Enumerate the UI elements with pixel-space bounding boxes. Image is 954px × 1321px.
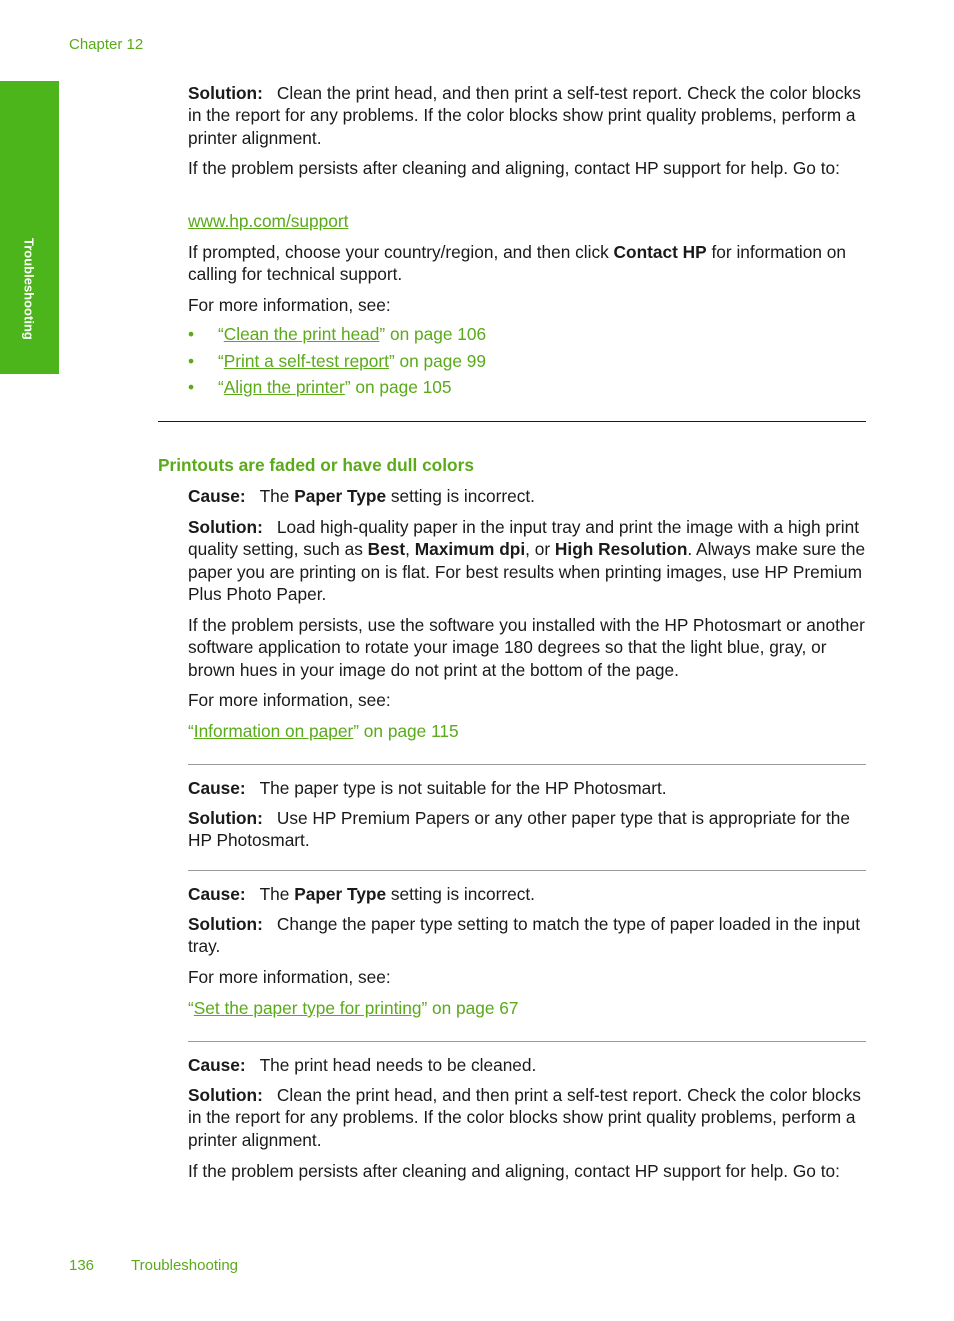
block-divider [188,764,866,765]
quote-open: “ [188,998,194,1018]
information-on-paper-link[interactable]: Information on paper [193,721,354,741]
solution-label: Solution: [188,808,263,828]
block3-link-row [188,997,868,1019]
block2-solution [188,807,868,852]
persists-text: If the problem persists after cleaning and aligning, contact HP support for help. Go to: [188,1161,840,1181]
cause-label: Cause: [188,884,246,904]
quote-open: “ [218,324,224,344]
link-page-ref: ” on page 115 [353,721,459,741]
cause-label: Cause: [188,778,246,798]
sep: , or [525,539,555,560]
more-info-text: For more information, see: [188,967,391,987]
cause-text: The paper type is not suitable for the HP Photosmart. [259,778,667,798]
prompted-paragraph [188,241,868,286]
persists-paragraph [188,157,868,179]
solution-c: . Always make sure the paper you are printing on is flat. For best results when printing images, use HP Premium Plus Photo Paper. [188,539,866,604]
cause-pre: The [259,486,295,506]
cause-text: The print head needs to be cleaned. [259,1055,537,1075]
solution-label: Solution: [188,517,263,537]
link-page-ref: ” on page 106 [379,324,487,344]
bullet-3: • [188,377,195,397]
solution-text: Use HP Premium Papers or any other paper type that is appropriate for the HP Photosmart. [188,808,851,851]
prompted-pre: If prompted, choose your country/region, and then click [188,242,614,262]
bullet-1: • [188,324,195,344]
best-bold: Best [367,539,406,560]
clean-print-head-link[interactable]: Clean the print head [223,324,380,344]
link-page-ref: ” on page 105 [344,377,452,397]
persists-text: If the problem persists after cleaning and aligning, contact HP support for help. Go to: [188,158,840,178]
link-page-ref: ” on page 99 [388,351,487,371]
quote-open: “ [218,377,224,397]
section-divider [158,421,866,422]
sep: , [405,539,415,560]
block3-cause [188,883,868,905]
block4-cause [188,1054,868,1076]
solution-label: Solution: [188,914,263,934]
solution-text: Clean the print head, and then print a self-test report. Check the color blocks in the report for any problems. If the color blocks show print quality problems, perform a printer alignment. [188,83,861,148]
block4-solution [188,1084,868,1151]
top-solution [188,82,868,149]
quote-open: “ [188,721,194,741]
bullet-2: • [188,351,195,371]
more-info-text: For more information, see: [188,690,391,710]
persists-text: If the problem persists, use the software you installed with the HP Photosmart or another software application to rotate your image 180 degrees so that the light blue, gray, or brown hues in your image do not print at the bottom of the page. [188,615,865,680]
cause-pre: The [259,884,295,904]
side-tab-label: Troubleshooting [21,238,37,340]
block3-solution [188,913,868,958]
solution-label: Solution: [188,83,263,103]
set-paper-type-link[interactable]: Set the paper type for printing [193,998,422,1018]
align-printer-link[interactable]: Align the printer [223,377,345,397]
quote-open: “ [218,351,224,371]
cause-post: setting is incorrect. [386,486,535,506]
footer-section: Troubleshooting [131,1257,239,1274]
contact-hp-bold: Contact HP [613,242,707,262]
solution-a: Load high-quality paper in the input tray and print the image with a high print quality setting, such as [188,517,860,560]
cause-post: setting is incorrect. [386,884,535,904]
block1-link-row [188,720,868,742]
block2-cause [188,777,868,799]
prompted-post: for information on calling for technical support. [188,242,846,285]
block1-persists [188,614,868,681]
block3-more-info [188,966,868,988]
link-item-3 [218,377,451,398]
solution-text: Clean the print head, and then print a self-test report. Check the color blocks in the report for any problems. If the color blocks show print quality problems, perform a printer alignment. [188,1085,861,1150]
paper-type-bold: Paper Type [294,486,387,506]
link-item-2 [218,351,486,372]
more-info-top [188,294,868,316]
self-test-report-link[interactable]: Print a self-test report [223,351,389,371]
support-link[interactable]: www.hp.com/support [188,211,349,231]
cause-label: Cause: [188,486,246,506]
solution-text: Change the paper type setting to match the type of paper loaded in the input tray. [188,914,861,957]
cause-label: Cause: [188,1055,246,1075]
block-divider [188,870,866,871]
block1-cause [188,485,868,507]
page-number: 136 [69,1257,95,1274]
block1-solution [188,516,868,605]
block4-persists [188,1160,868,1182]
block-divider [188,1041,866,1042]
max-dpi-bold: Maximum dpi [414,539,526,560]
more-info-text: For more information, see: [188,295,391,315]
section-heading: Printouts are faded or have dull colors [158,455,474,475]
solution-label: Solution: [188,1085,263,1105]
support-link-row [188,210,868,232]
paper-type-bold: Paper Type [294,884,387,904]
link-item-1 [218,324,486,345]
chapter-label: Chapter 12 [69,36,144,53]
link-page-ref: ” on page 67 [421,998,519,1018]
high-res-bold: High Resolution [554,539,688,560]
block1-more-info [188,689,868,711]
